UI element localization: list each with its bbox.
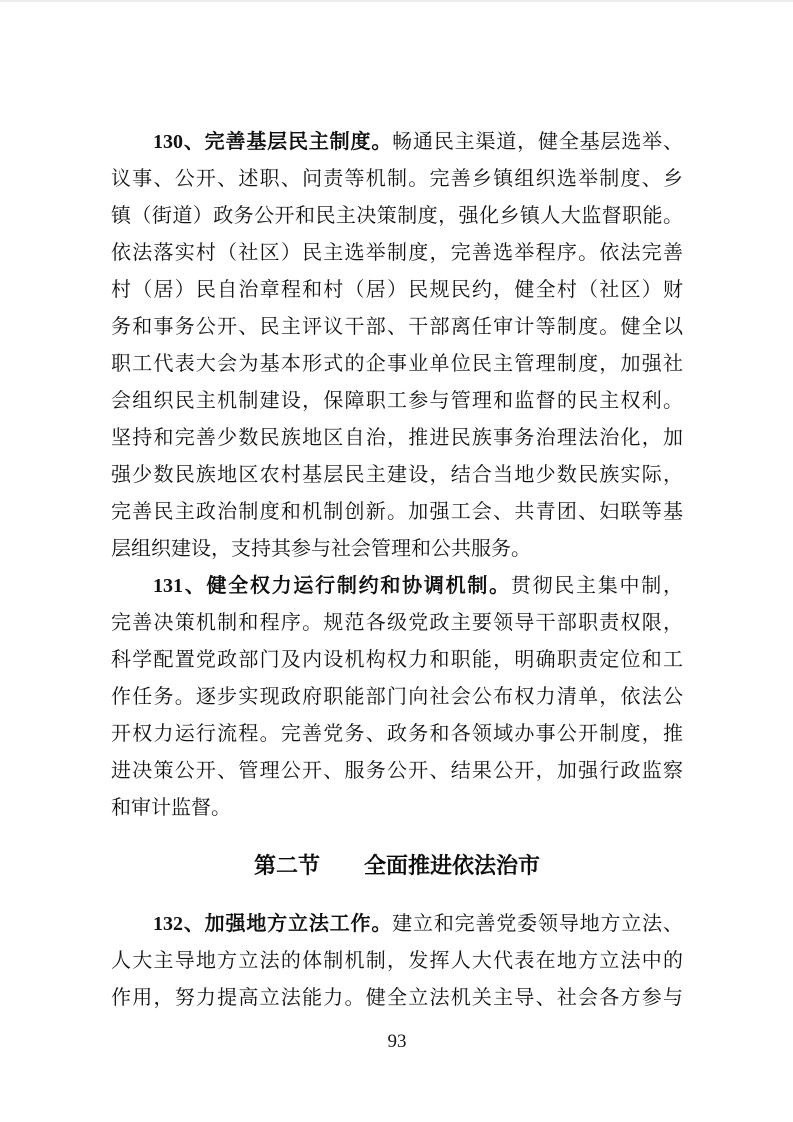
paragraph-131-heading: 131、健全权力运行制约和协调机制。: [153, 575, 511, 597]
text-line: 强少数民族地区农村基层民主建设，结合当地少数民族实际，: [111, 464, 683, 486]
text-line: 和审计监督。: [111, 797, 231, 819]
paragraph-131-first-line: [111, 568, 683, 605]
paragraph-130-heading: 130、完善基层民主制度。: [153, 131, 393, 153]
text-line: 议事、公开、述职、问责等机制。完善乡镇组织选举制度、乡: [111, 168, 683, 190]
text-line: 职工代表大会为基本形式的企事业单位民主管理制度，加强社: [111, 353, 683, 375]
text-line: 依法落实村（社区）民主选举制度，完善选举程序。依法完善: [111, 242, 683, 264]
text-line: 完善决策机制和程序。规范各级党政主要领导干部职责权限，: [111, 612, 683, 634]
paragraph-130-body: [111, 161, 683, 568]
paragraph-131-body: [111, 605, 683, 827]
text-line: 完善民主政治制度和机制创新。加强工会、共青团、妇联等基: [111, 501, 683, 523]
paragraph-132-lead-text: 建立和完善党委领导地方立法、: [392, 913, 683, 935]
page-number: 93: [387, 1031, 407, 1052]
text-line: 村（居）民自治章程和村（居）民规民约，健全村（社区）财: [111, 279, 683, 301]
text-line: 层组织建设，支持其参与社会管理和公共服务。: [111, 538, 531, 560]
paragraph-130: [111, 124, 683, 568]
paragraph-131: [111, 568, 683, 827]
text-line: 会组织民主机制建设，保障职工参与管理和监督的民主权利。: [111, 390, 683, 412]
text-line: 务和事务公开、民主评议干部、干部离任审计等制度。健全以: [111, 316, 683, 338]
text-line: 作任务。逐步实现政府职能部门向社会公布权力清单，依法公: [111, 686, 683, 708]
text-line: 镇（街道）政务公开和民主决策制度，强化乡镇人大监督职能。: [111, 205, 683, 227]
paragraph-132-body: [111, 943, 683, 1017]
text-line: 进决策公开、管理公开、服务公开、结果公开，加强行政监察: [111, 760, 683, 782]
text-line: 开权力运行流程。完善党务、政务和各领域办事公开制度，推: [111, 723, 683, 745]
section-heading: 第二节 全面推进依法治市: [253, 853, 540, 878]
paragraph-132-first-line: [111, 906, 683, 943]
text-line: 坚持和完善少数民族地区自治，推进民族事务治理法治化，加: [111, 427, 683, 449]
paragraph-132-heading: 132、加强地方立法工作。: [153, 913, 393, 935]
text-line: 人大主导地方立法的体制机制，发挥人大代表在地方立法中的: [111, 950, 683, 972]
text-line: 科学配置党政部门及内设机构权力和职能，明确职责定位和工: [111, 649, 683, 671]
paragraph-131-lead-text: 贯彻民主集中制，: [510, 575, 683, 597]
paragraph-132: [111, 906, 683, 1017]
paragraph-130-lead-text: 畅通民主渠道，健全基层选举、: [392, 131, 683, 153]
text-line: 作用，努力提高立法能力。健全立法机关主导、社会各方参与: [111, 987, 683, 1009]
scan-edge-artifact: [0, 0, 793, 2]
paragraph-130-first-line: [111, 124, 683, 161]
